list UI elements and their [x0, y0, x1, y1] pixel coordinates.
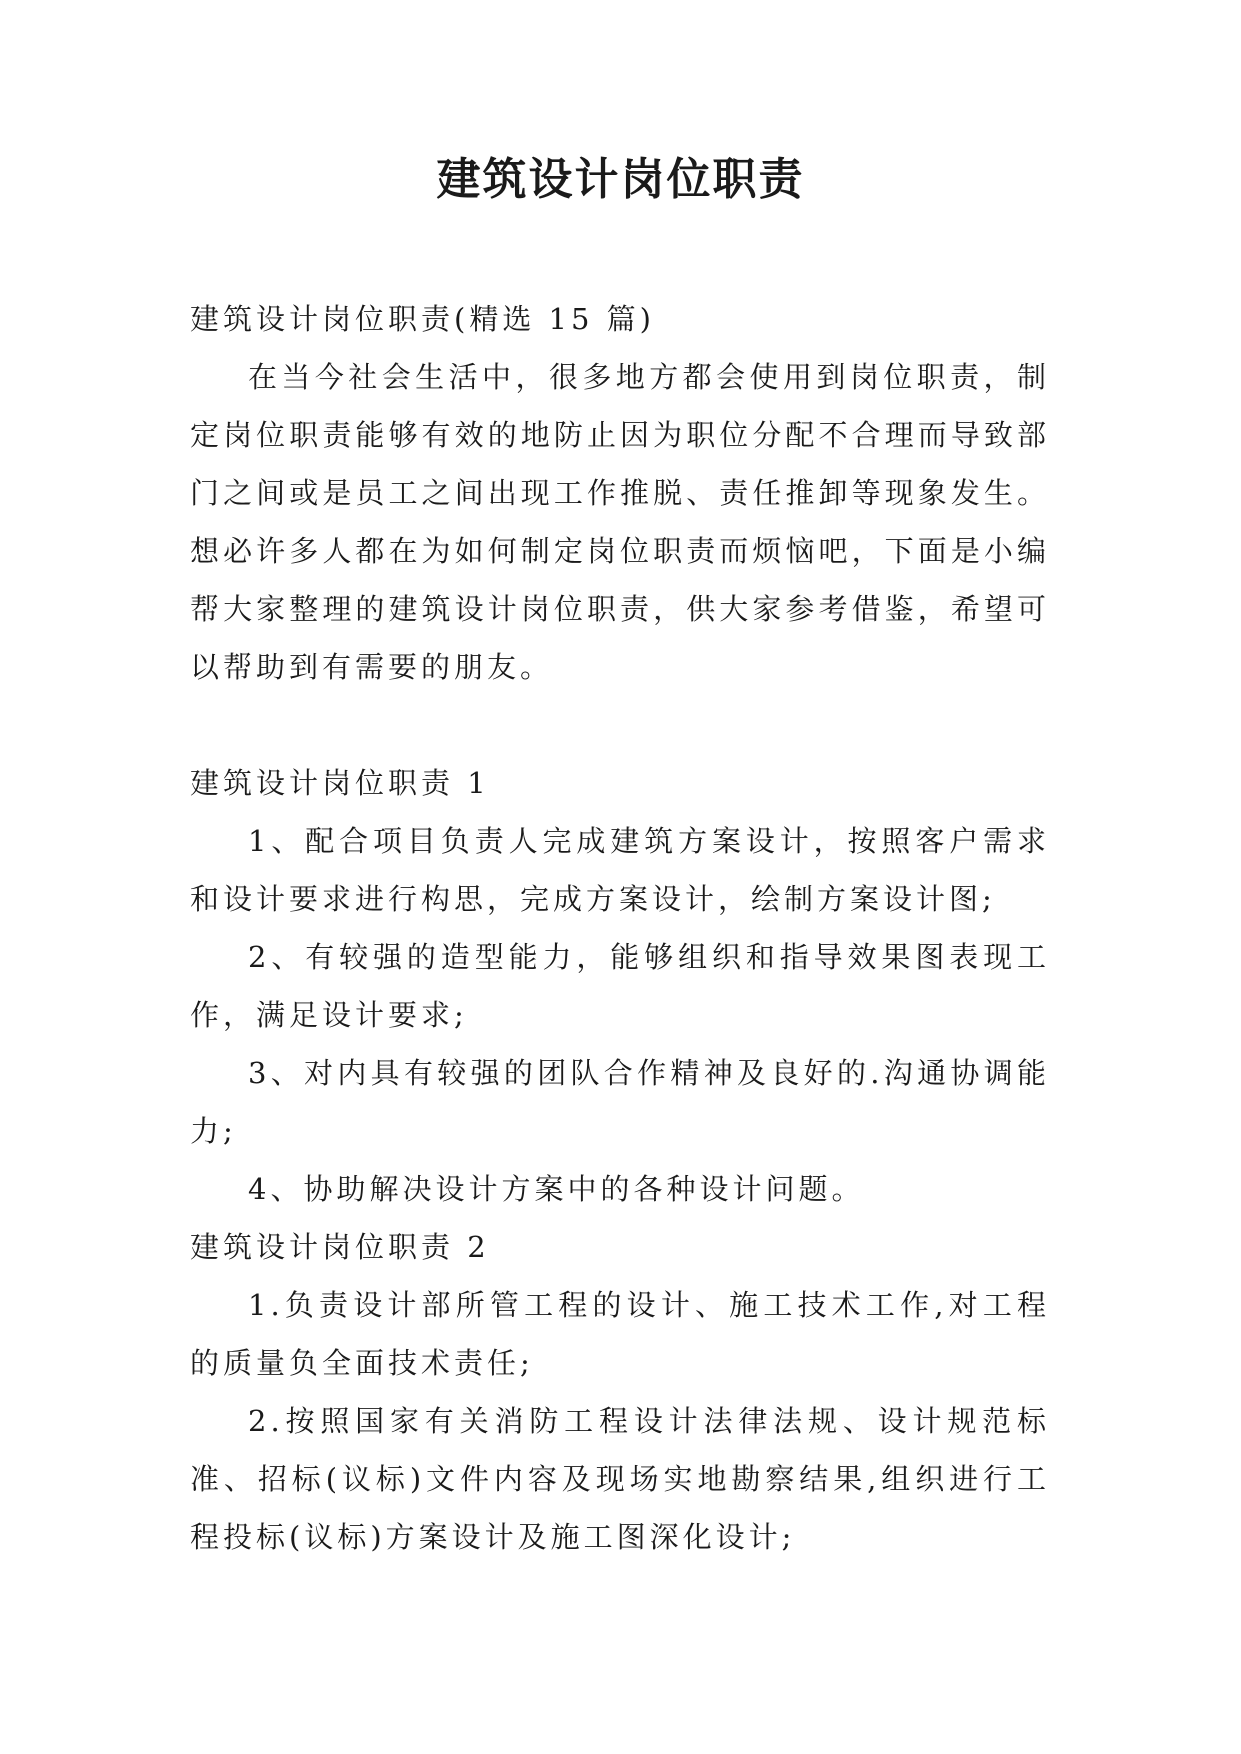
- intro-paragraph: 在当今社会生活中，很多地方都会使用到岗位职责，制定岗位职责能够有效的地防止因为职位分配不合理而导致部门之间或是员工之间出现工作推脱、责任推卸等现象发生。想必许多人都在为如何制定岗位职责而烦恼吧，下面是小编帮大家整理的建筑设计岗位职责，供大家参考借鉴，希望可以帮助到有需要的朋友。: [190, 360, 1050, 684]
- section1-item: 3、对内具有较强的团队合作精神及良好的.沟通协调能力;: [190, 1056, 1050, 1148]
- document-title: 建筑设计岗位职责: [436, 154, 805, 205]
- section-heading-1: 建筑设计岗位职责 1: [190, 766, 490, 800]
- section2-item: 2.按照国家有关消防工程设计法律法规、设计规范标准、招标(议标)文件内容及现场实地勘察结果,组织进行工程投标(议标)方案设计及施工图深化设计;: [190, 1404, 1050, 1554]
- document-subtitle: 建筑设计岗位职责(精选 15 篇): [190, 302, 655, 336]
- section1-item: 2、有较强的造型能力，能够组织和指导效果图表现工作，满足设计要求;: [190, 940, 1050, 1032]
- document-body: [190, 290, 1050, 1566]
- section1-item: 4、协助解决设计方案中的各种设计问题。: [248, 1172, 865, 1206]
- section2-item: 1.负责设计部所管工程的设计、施工技术工作,对工程的质量负全面技术责任;: [190, 1288, 1050, 1380]
- section1-item: 1、配合项目负责人完成建筑方案设计，按照客户需求和设计要求进行构思，完成方案设计，绘制方案设计图;: [190, 824, 1050, 916]
- paragraph-gap: [190, 696, 1050, 754]
- section-heading-2: 建筑设计岗位职责 2: [190, 1230, 490, 1264]
